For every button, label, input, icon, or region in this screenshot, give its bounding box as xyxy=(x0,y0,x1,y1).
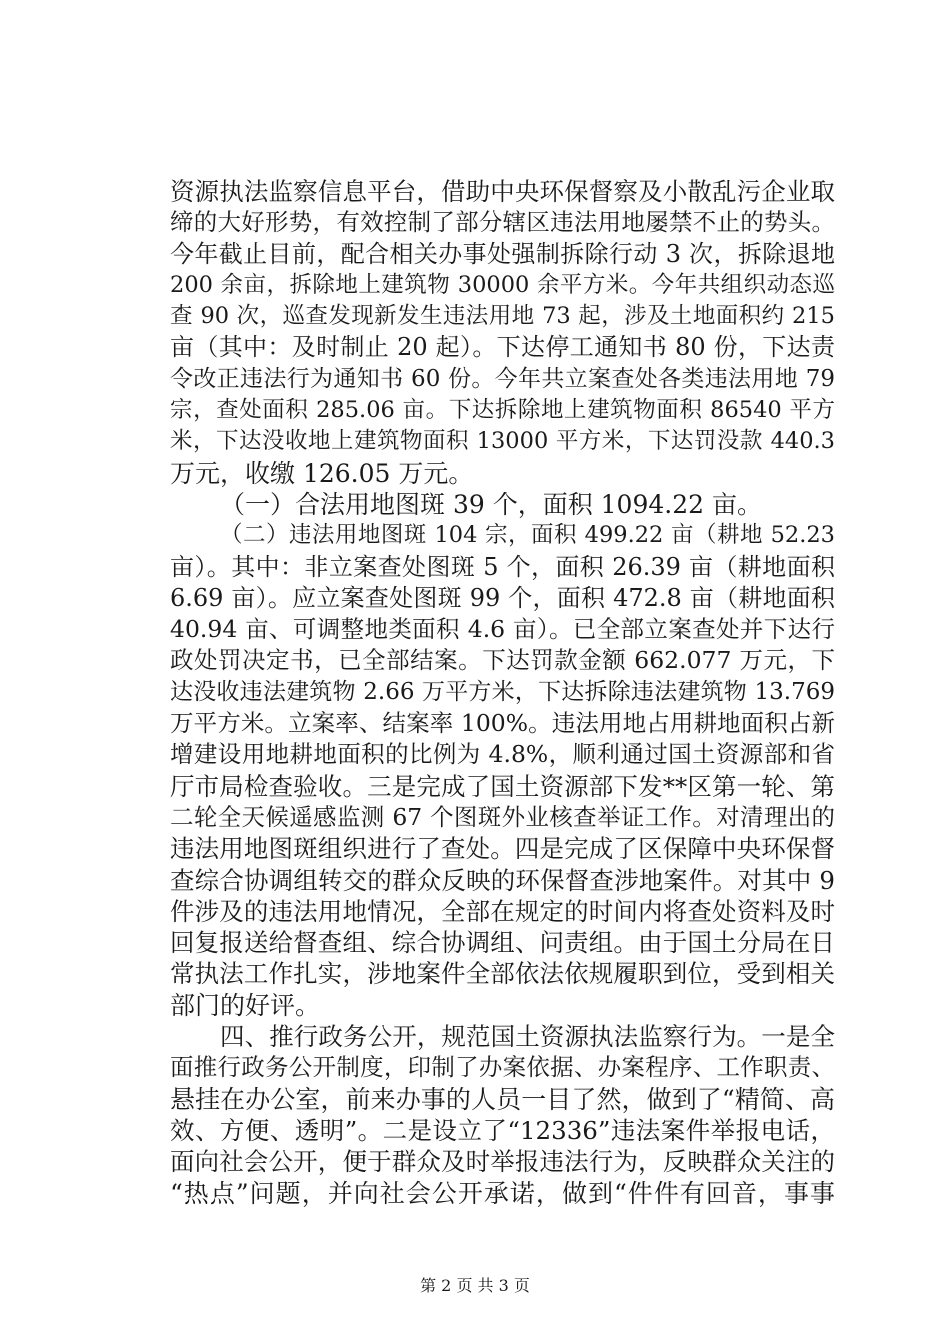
text-line: 6.69 亩）。应立案查处图斑 99 个，面积 472.8 亩（耕地面积 xyxy=(170,583,835,612)
text-line: “热点”问题，并向社会公开承诺，做到“件件有回音，事事 xyxy=(170,1178,835,1208)
text-line: 令改正违法行为通知书 60 份。今年共立案查处各类违法用地 79 xyxy=(170,365,835,392)
text-line: 万元，收缴 126.05 万元。 xyxy=(170,458,474,488)
text-line: 查 90 次，巡查发现新发生违法用地 73 起，涉及土地面积约 215 xyxy=(170,303,835,330)
text-line: 回复报送给督查组、综合协调组、问责组。由于国土分局在日 xyxy=(170,928,835,958)
text-line: （一）合法用地图斑 39 个，面积 1094.22 亩。 xyxy=(220,489,762,519)
text-line: 部门的好评。 xyxy=(170,990,321,1020)
text-line: 面推行政务公开制度，印制了办案依据、办案程序、工作职责、 xyxy=(170,1053,835,1082)
text-line: 悬挂在办公室，前来办事的人员一目了然，做到了“精简、高 xyxy=(170,1084,835,1114)
text-line: 二轮全天候遥感监测 67 个图斑外业核查举证工作。对清理出的 xyxy=(170,802,835,831)
text-line: 200 余亩，拆除地上建筑物 30000 余平方米。今年共组织动态巡 xyxy=(170,271,835,298)
text-line: 厅市局检查验收。三是完成了国土资源部下发**区第一轮、第 xyxy=(170,771,835,801)
text-line: 亩）。其中：非立案查处图斑 5 个，面积 26.39 亩（耕地面积 xyxy=(170,552,835,581)
text-line: 今年截止目前，配合相关办事处强制拆除行动 3 次，拆除退地 xyxy=(170,239,835,268)
text-line: 米，下达没收地上建筑物面积 13000 平方米，下达罚没款 440.3 xyxy=(170,428,835,455)
text-line: 增建设用地耕地面积的比例为 4.8%，顺利通过国土资源部和省 xyxy=(170,740,835,769)
text-line: 违法用地图斑组织进行了查处。四是完成了区保障中央环保督 xyxy=(170,834,835,864)
text-line: 资源执法监察信息平台，借助中央环保督察及小散乱污企业取 xyxy=(170,177,835,206)
body-text xyxy=(170,176,835,1209)
text-line: 万平方米。立案率、结案率 100%。违法用地占用耕地面积占新 xyxy=(170,709,835,738)
text-line: 件涉及的违法用地情况，全部在规定的时间内将查处资料及时 xyxy=(170,896,835,926)
text-line: 亩（其中：及时制止 20 起）。下达停工通知书 80 份，下达责 xyxy=(170,333,835,362)
text-line: 查综合协调组转交的群众反映的环保督查涉地案件。对其中 9 xyxy=(170,865,835,895)
text-line: 达没收违法建筑物 2.66 万平方米，下达拆除违法建筑物 13.769 xyxy=(170,678,835,705)
text-line: 四、推行政务公开，规范国土资源执法监察行为。一是全 xyxy=(220,1022,835,1052)
text-line: 宗，查处面积 285.06 亩。下达拆除地上建筑物面积 86540 平方 xyxy=(170,397,835,424)
text-line: 效、方便、透明”。二是设立了“12336”违法案件举报电话， xyxy=(170,1115,835,1145)
text-line: （二）违法用地图斑 104 宗，面积 499.22 亩（耕地 52.23 xyxy=(220,522,835,549)
text-line: 面向社会公开，便于群众及时举报违法行为，反映群众关注的 xyxy=(170,1147,835,1177)
text-line: 政处罚决定书，已全部结案。下达罚款金额 662.077 万元，下 xyxy=(170,646,835,675)
page-footer: 第 2 页 共 3 页 xyxy=(420,1276,530,1295)
text-line: 40.94 亩、可调整地类面积 4.6 亩）。已全部立案查处并下达行 xyxy=(170,615,835,644)
text-line: 常执法工作扎实，涉地案件全部依法依规履职到位，受到相关 xyxy=(170,959,835,989)
text-line: 缔的大好形势，有效控制了部分辖区违法用地屡禁不止的势头。 xyxy=(170,208,835,237)
